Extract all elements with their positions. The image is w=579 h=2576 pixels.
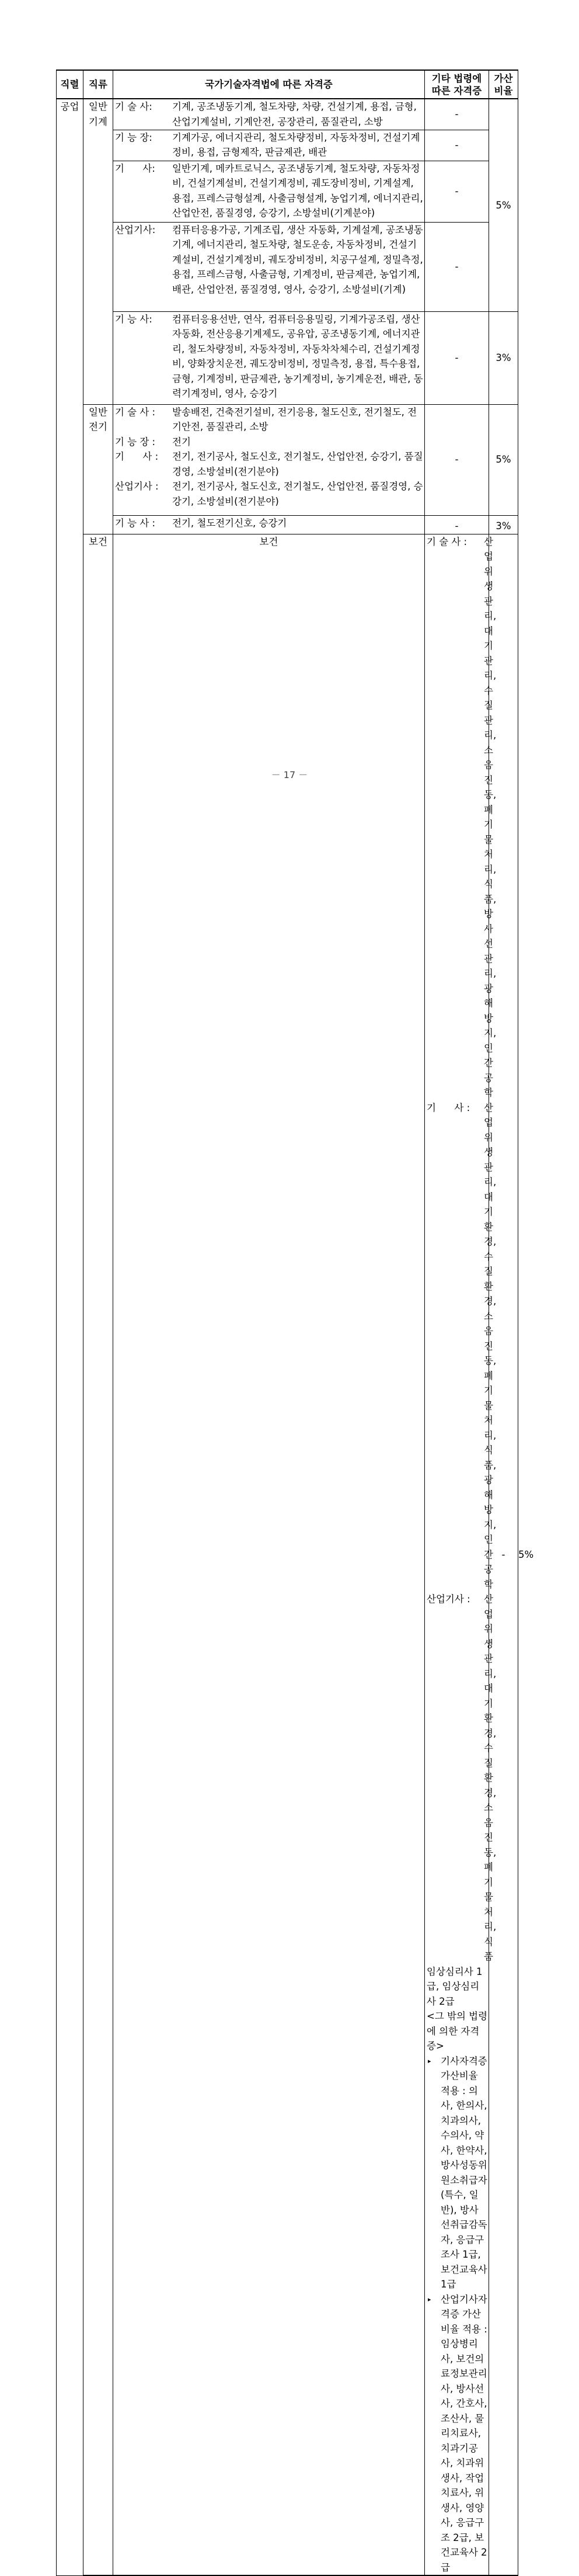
list-item (425, 2292, 489, 2575)
grade-list: 전기, 철도전기신호, 승강기 (172, 517, 287, 529)
grade-label: 기 능 장 : (115, 436, 156, 447)
grade-label: 기 술 사: (115, 101, 152, 112)
qualification-cell (113, 222, 425, 311)
header-bonus-rate: 가산 비율 (489, 70, 518, 99)
clinical-psychologist-text: 임상심리사 1급, 임상심리사 2급 (427, 1966, 483, 2007)
grade-label: 기 능 사: (115, 313, 152, 325)
rate-cell: 3% (489, 515, 518, 534)
kind-cell-general-electric: 일반 전기 (83, 404, 113, 534)
qualification-cell (113, 130, 425, 161)
table-row (57, 515, 518, 534)
other-qualification-cell: - (425, 515, 489, 534)
grade-list: 기계, 공조냉동기계, 철도차량, 차량, 건설기계, 용접, 금형, 산업기계설비, 기계안전, 공장관리, 품질관리, 소방 (172, 101, 417, 127)
header-kind: 직류 (83, 70, 113, 99)
grade-label: 기 술 사 : (115, 406, 156, 418)
header-national-qualification: 국가기술자격법에 따른 자격증 (113, 70, 425, 99)
grade-label: 기 사 : (115, 451, 159, 462)
grade-list: 산업위생관리, 대기관리, 수질관리, 소음진동, 폐기물처리, 식품, 방사선관리, 광해방지, 인간공학 (484, 536, 497, 1098)
grade-list: 일반기계, 메카트로닉스, 공조냉동기계, 철도차량, 자동차정비, 건설기계설비, 건설기계정비, 궤도장비정비, 기계설계, 용접, 프레스금형설계, 사출금형설계, 농업기계, 에너지관리, 산업안전, 품질경영, 승강기, 소방설비(기계분야) (172, 162, 423, 218)
qualification-cell (113, 311, 425, 404)
grade-list: 컴퓨터응용가공, 기계조립, 생산 자동화, 기계설계, 공조냉동기계, 에너지관리, 철도차량, 철도운송, 자동차정비, 건설기계설비, 건설기계정비, 궤도장비정비, 치공구설계, 정밀측정, 용접, 프레스금형, 사출금형, 기계정비, 판금제관, 농업기계, 배관, 산업안전, 품질경영, 영사, 승강기, 소방설비(기계) (172, 224, 423, 295)
rate-cell: 3% (489, 311, 518, 404)
table-row (57, 99, 518, 130)
grade-label: 기 사 : (427, 1102, 470, 1113)
grade-list: 컴퓨터응용선반, 연삭, 컴퓨터응용밀링, 기계가공조립, 생산자동화, 전산응용기계제도, 공유압, 공조냉동기계, 에너지관리, 철도차량정비, 자동차정비, 자동차차체수리, 건설기계정비, 양화장치운전, 궤도장비정비, 정밀측정, 용접, 특수용접, 금형, 기계정비, 판금제관, 농기계정비, 농기계운전, 배관, 동력기계정비, 영사, 승강기 (172, 313, 423, 399)
grade-list: 발송배전, 건축전기설비, 전기응용, 철도신호, 전기철도, 전기안전, 품질관리, 소방 (172, 406, 417, 432)
header-row (57, 70, 518, 99)
list-item (425, 2054, 489, 2292)
grade-label: 기 능 장: (115, 131, 152, 143)
qualification-cell (113, 99, 425, 130)
grade-list: 전기, 전기공사, 철도신호, 전기철도, 산업안전, 품질경영, 승강기, 소방설비(전기분야) (172, 481, 423, 507)
grade-label: 기 술 사 : (427, 536, 468, 547)
series-cell-industry: 공업 (57, 99, 83, 2575)
grade-list: 기계가공, 에너지관리, 철도차량정비, 자동차정비, 건설기계정비, 용접, 금형제작, 판금제관, 배관 (172, 131, 420, 158)
grade-label: 산업기사: (115, 224, 156, 235)
other-qualification-cell: - (425, 404, 489, 515)
qualification-table (56, 70, 534, 2576)
other-qualification-cell: - (425, 222, 489, 311)
grade-list: 산업위생관리, 대기환경, 수질환경, 소음진동, 폐기물처리, 식품 (484, 1593, 497, 1962)
grade-list: 전기 (172, 436, 191, 447)
other-qualification-cell: - (425, 311, 489, 404)
table-row: 보건 보건 기 술 사 : 산업위생관리, 대기관리, 수질관리, 소음진동, 폐기물처리, 식품, 방사선관리, 광해방지, 인간공학 기 사 : 산업위생관리, 대기환경, 수질환경, 소음진동, 폐기물처리, 식품, 광해방지, 인간공학 산업기사 : 산업위생관리, 대기환경, 수질환경, 소음진동, 폐기물처리, 식품 임상심리사 1급, 임상심리사 2급 <그 밖의 법령에 의한 자격증> ▸ 기사자격증 가산비율 적용 : 의사, 한의사, 치과의사, 수의사, 약사, 한약사, 방사성동위원소취급자(특수, 일반), 방사선취급감독자, 응급구조사 1급, 보건교육사 1급 ▸ 산업기사자격증 가산비율 적용 : 임상병리사, 보건의료정보관리사, 방사선사, 간호사, 조산사, 물리치료사, 치과기공사, 치과위생사, 작업치료사, 위생사, 영양사, 응급구조 2급, 보건교육사 2급 - 5% (57, 534, 518, 2575)
other-qualification-cell: - (425, 161, 489, 222)
bullet-icon: ▸ (428, 2295, 431, 2303)
qualification-cell (113, 404, 425, 515)
kind-cell-general-machine: 일반 기계 (83, 99, 113, 404)
table-row (57, 161, 518, 222)
other-law-heading: <그 밖의 법령에 의한 자격증> (427, 2011, 488, 2051)
table-row (57, 311, 518, 404)
rate-cell: 5% (489, 99, 518, 311)
grade-list: 산업위생관리, 대기환경, 수질환경, 소음진동, 폐기물처리, 식품, 광해방지, 인간공학 (484, 1102, 497, 1590)
rate-cell: 5% (489, 404, 518, 515)
series-cell-health: 보건 (83, 534, 113, 2575)
other-qualification-cell: - (489, 534, 518, 2575)
qualification-cell (113, 161, 425, 222)
header-other-qualification: 기타 법령에 따른 자격증 (425, 70, 489, 99)
qualification-cell (425, 534, 497, 2575)
qualification-cell (113, 515, 425, 534)
other-qualification-cell: - (425, 130, 489, 161)
grade-label: 산업기사 : (115, 481, 159, 492)
table-row (57, 404, 518, 515)
page-number: － 17 － (271, 769, 308, 780)
table-row (57, 222, 518, 311)
grade-label: 산업기사 : (427, 1593, 470, 1605)
bullet-text: 산업기사자격증 가산비율 적용 : 임상병리사, 보건의료정보관리사, 방사선사, 간호사, 조산사, 물리치료사, 치과기공사, 치과위생사, 작업치료사, 위생사, 영양사, 응급구조 2급, 보건교육사 2급 (441, 2293, 487, 2573)
bullet-text: 기사자격증 가산비율 적용 : 의사, 한의사, 치과의사, 수의사, 약사, 한약사, 방사성동위원소취급자(특수, 일반), 방사선취급감독자, 응급구조사 1급, 보건교육사 1급 (441, 2055, 487, 2290)
grade-list: 전기, 전기공사, 철도신호, 전기철도, 산업안전, 승강기, 품질경영, 소방설비(전기분야) (172, 451, 423, 477)
header-series: 직렬 (57, 70, 83, 99)
table-row (57, 130, 518, 161)
bullet-icon: ▸ (428, 2057, 431, 2065)
grade-label: 기 사: (115, 162, 155, 174)
kind-cell-health: 보건 (113, 534, 425, 2575)
grade-label: 기 능 사 : (115, 517, 156, 529)
other-qualification-cell: - (425, 99, 489, 130)
